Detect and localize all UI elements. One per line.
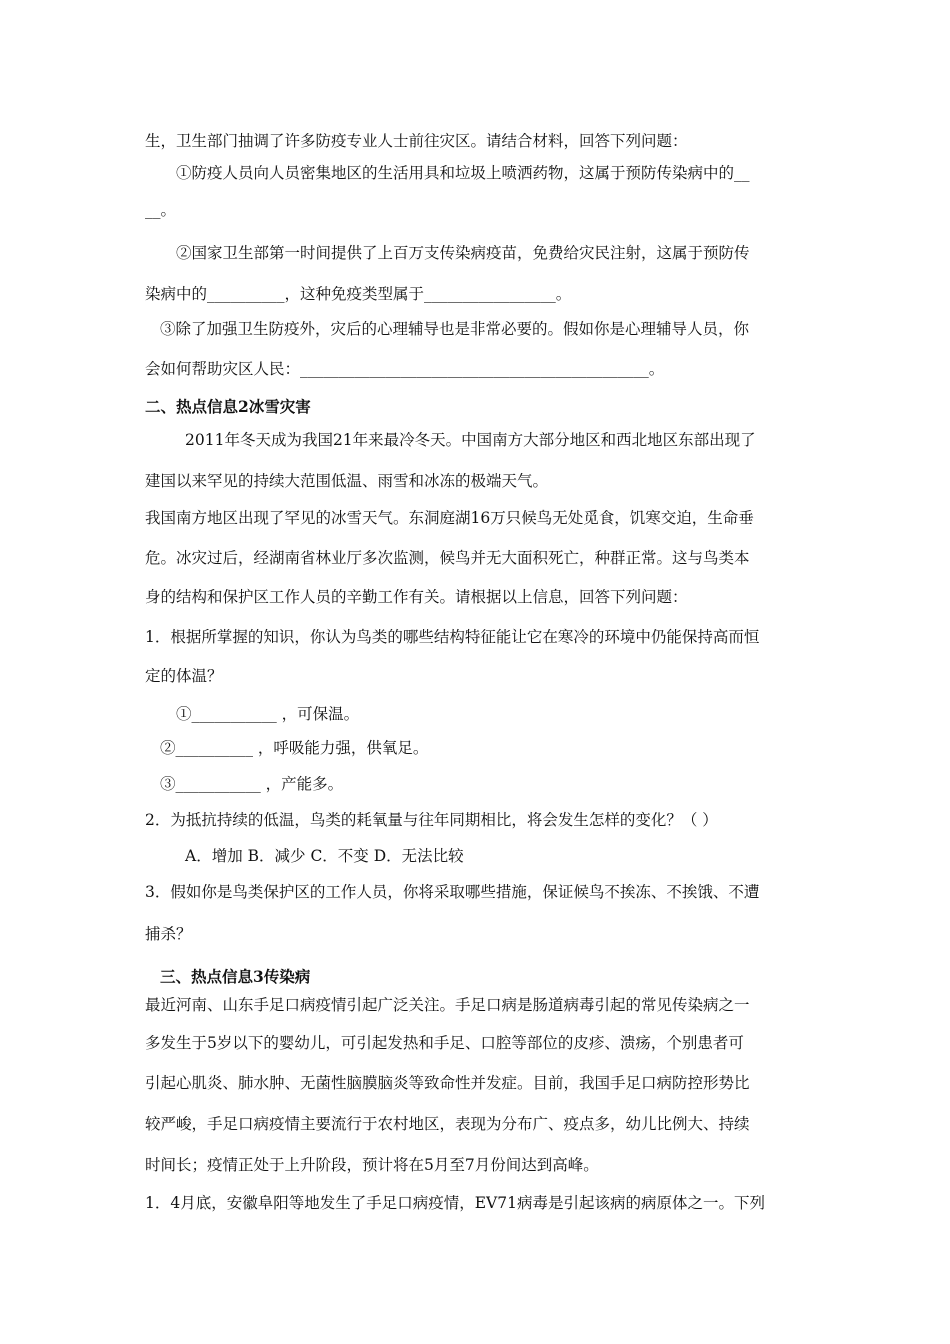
text-line: 最近河南、山东手足口病疫情引起广泛关注。手足口病是肠道病毒引起的常见传染病之一	[145, 996, 750, 1014]
text-line: ①防疫人员向人员密集地区的生活用具和垃圾上喷洒药物，这属于预防传染病中的__	[176, 164, 750, 182]
text-line: 时间长；疫情正处于上升阶段，预计将在5月至7月份间达到高峰。	[145, 1156, 599, 1174]
text-line: ②国家卫生部第一时间提供了上百万支传染病疫苗，免费给灾民注射，这属于预防传	[176, 244, 750, 262]
text-line: 较严峻，手足口病疫情主要流行于农村地区，表现为分布广、疫点多，幼儿比例大、持续	[145, 1115, 750, 1133]
text-line: 建国以来罕见的持续大范围低温、雨雪和冰冻的极端天气。	[145, 472, 549, 490]
section-heading: 三、热点信息3传染病	[160, 967, 311, 986]
text-line: ①___________ ，可保温。	[176, 705, 360, 723]
text-line: 身的结构和保护区工作人员的辛勤工作有关。请根据以上信息，回答下列问题：	[145, 588, 688, 606]
text-line: __。	[145, 201, 177, 219]
text-line: 染病中的__________，这种免疫类型属于_________________。	[145, 285, 572, 303]
text-line: 引起心肌炎、肺水肿、无菌性脑膜脑炎等致命性并发症。目前，我国手足口病防控形势比	[145, 1074, 750, 1092]
text-line: 我国南方地区出现了罕见的冰雪天气。东洞庭湖16万只候鸟无处觅食，饥寒交迫，生命垂	[145, 509, 754, 527]
text-line: 定的体温？	[145, 667, 223, 685]
text-line: ②__________ ，呼吸能力强，供氧足。	[160, 739, 429, 757]
text-line: 危。冰灾过后，经湖南省林业厅多次监测，候鸟并无大面积死亡，种群正常。这与鸟类本	[145, 549, 750, 567]
text-line: 2011年冬天成为我国21年来最冷冬天。中国南方大部分地区和西北地区东部出现了	[185, 431, 756, 449]
text-line: 1．4月底，安徽阜阳等地发生了手足口病疫情，EV71病毒是引起该病的病原体之一。下列	[145, 1194, 765, 1212]
text-line: 会如何帮助灾区人民：_____________________________________________。	[145, 360, 665, 378]
text-line: 生，卫生部门抽调了许多防疫专业人士前往灾区。请结合材料，回答下列问题：	[145, 132, 688, 150]
text-line: ③除了加强卫生防疫外，灾后的心理辅导也是非常必要的。假如你是心理辅导人员，你	[160, 320, 750, 338]
text-line: 2．为抵抗持续的低温，鸟类的耗氧量与往年同期相比，将会发生怎样的变化？（ ）	[145, 811, 718, 829]
section-heading: 二、热点信息2冰雪灾害	[145, 397, 311, 416]
text-line: 多发生于5岁以下的婴幼儿，可引起发热和手足、口腔等部位的皮疹、溃疡，个别患者可	[145, 1034, 744, 1052]
text-line: 捕杀？	[145, 925, 192, 943]
text-line: 3．假如你是鸟类保护区的工作人员，你将采取哪些措施，保证候鸟不挨冻、不挨饿、不遭	[145, 883, 760, 901]
text-line: ③___________ ，产能多。	[160, 775, 344, 793]
text-line: 1．根据所掌握的知识，你认为鸟类的哪些结构特征能让它在寒冷的环境中仍能保持高而恒	[145, 628, 760, 646]
answer-options: A．增加 B．减少 C．不变 D．无法比较	[185, 847, 464, 865]
